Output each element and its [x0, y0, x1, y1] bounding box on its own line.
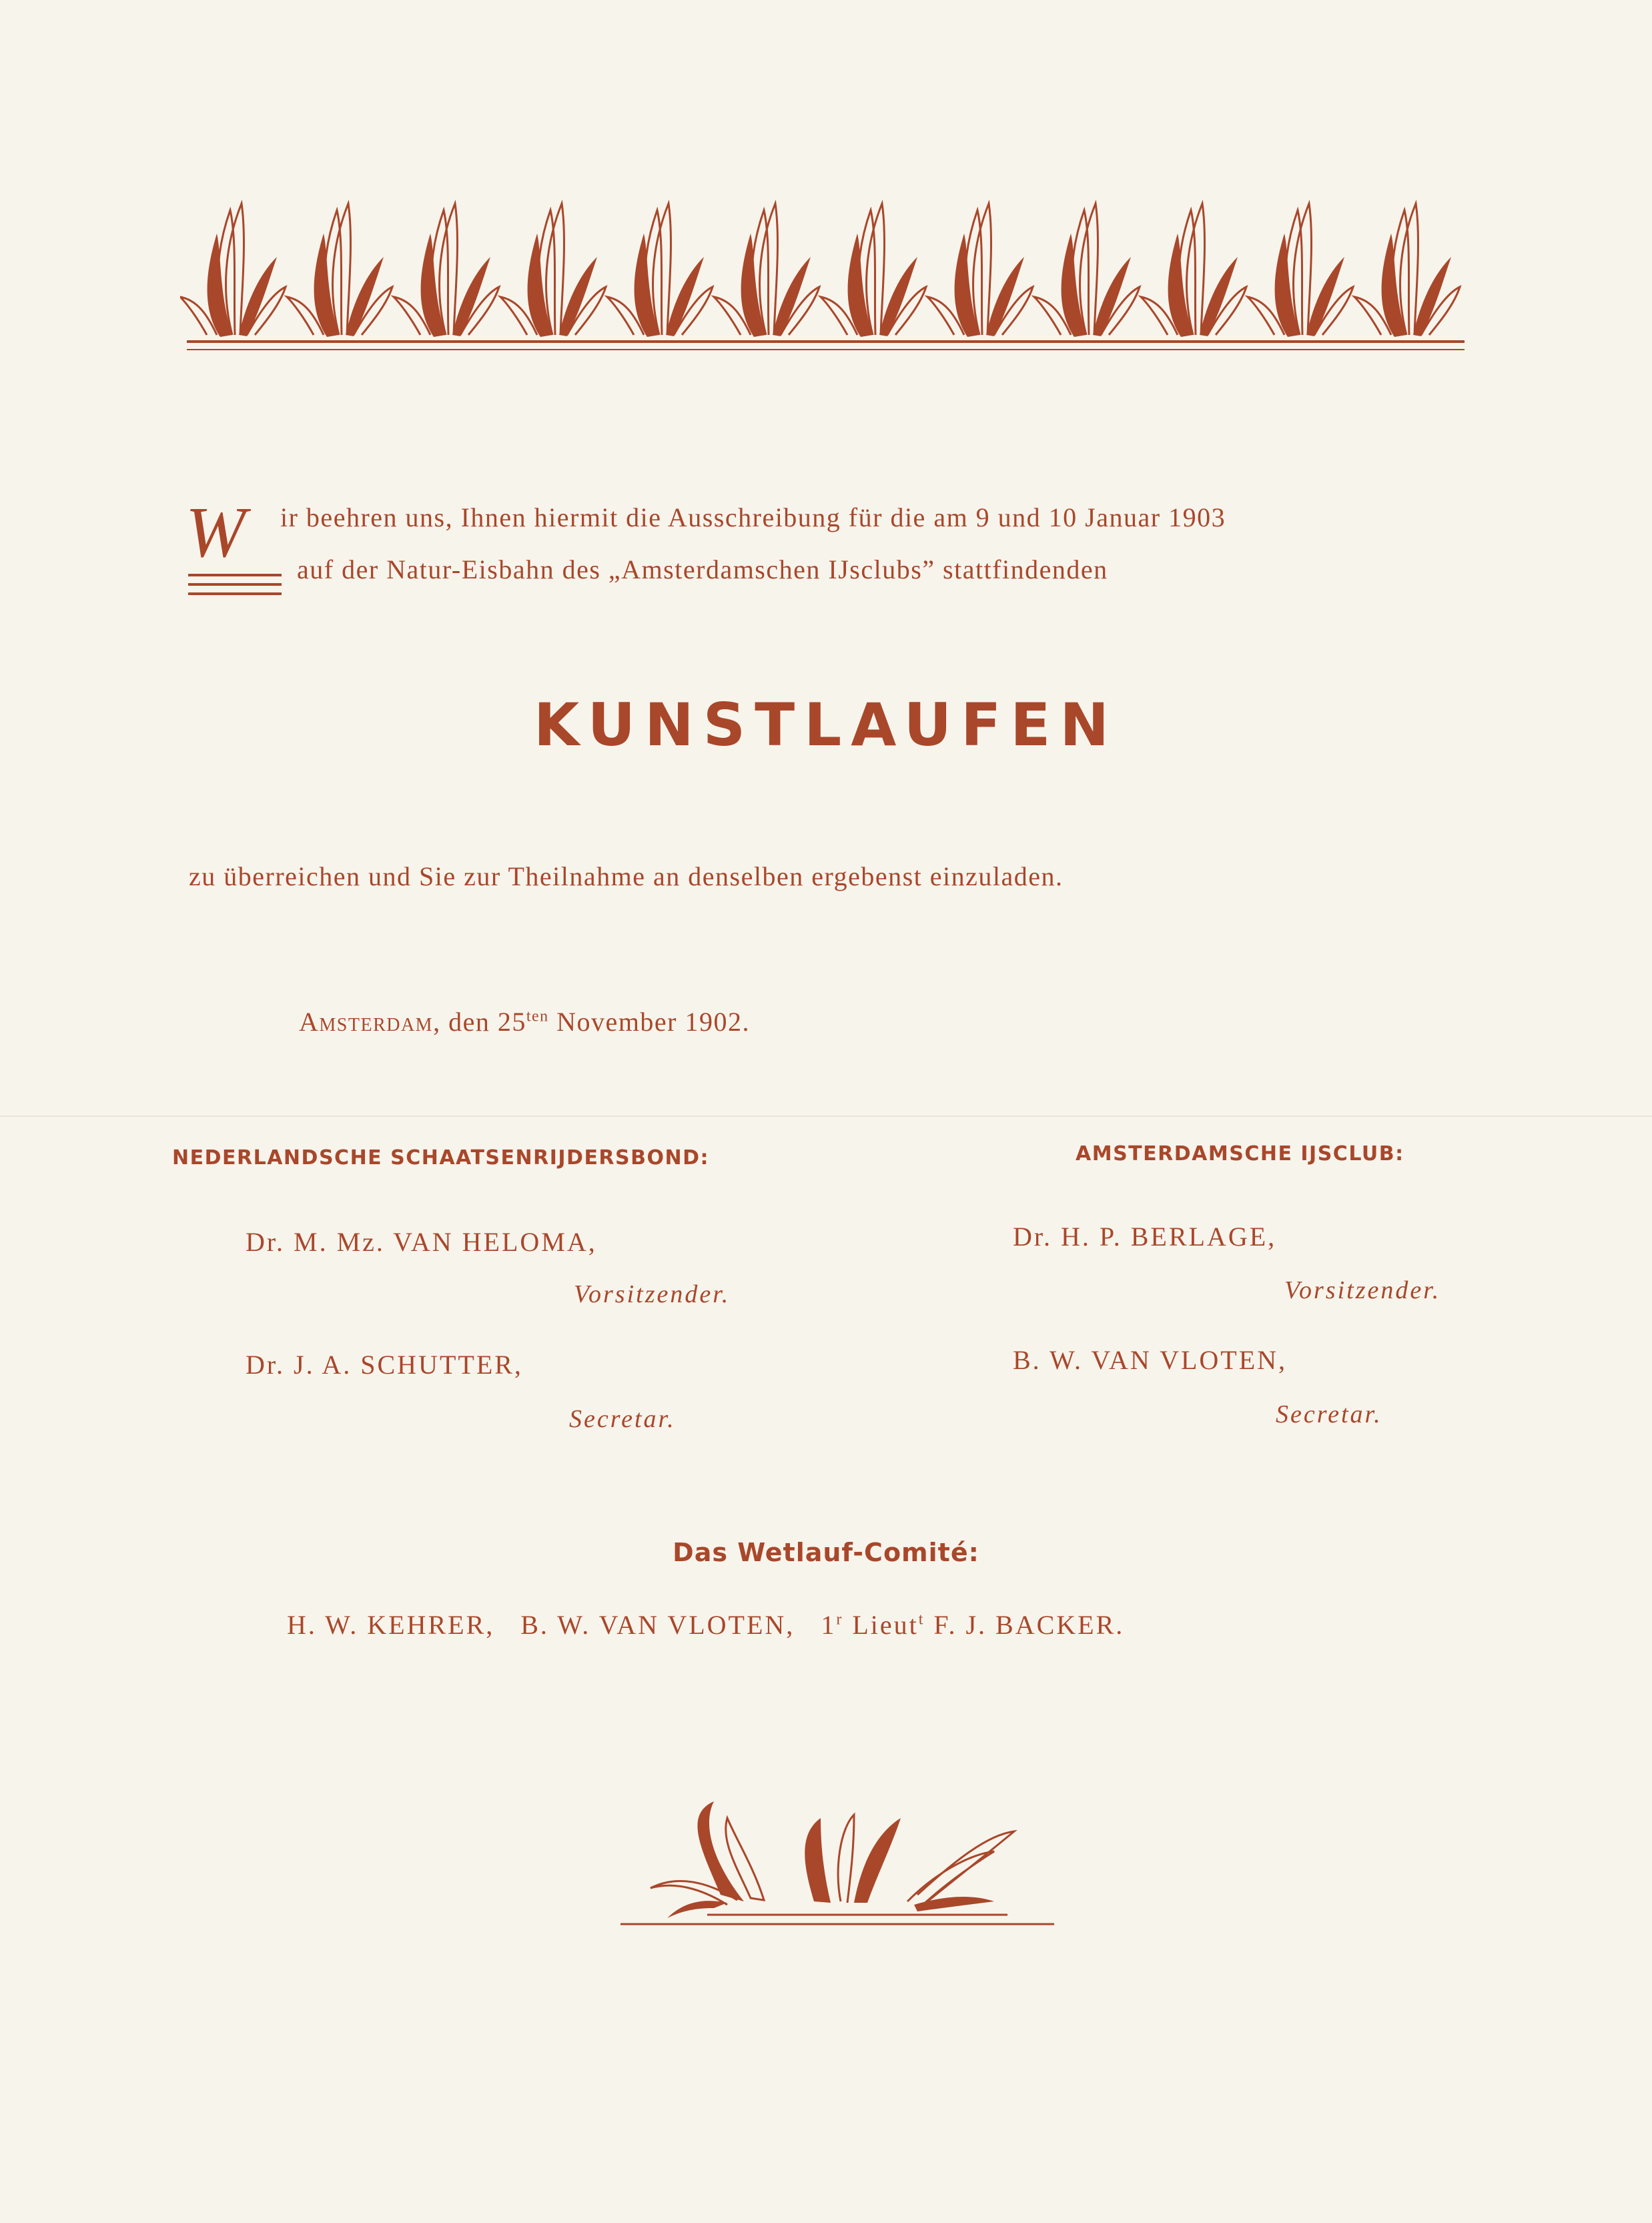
dateline-rest: November 1902. [556, 1007, 750, 1037]
right-org-heading: AMSTERDAMSCHE IJSCLUB: [1076, 1142, 1404, 1166]
left-org-role-2: Secretar. [569, 1405, 676, 1433]
dateline-suffix: ten [526, 1007, 549, 1025]
right-org-role-1: Vorsitzender. [1284, 1276, 1441, 1304]
intro-line-2: auf der Natur-Eisbahn des „Amsterdamschen IJsclubs” stattfindenden [297, 554, 1108, 584]
right-org-person-2: B. W. VAN VLOTEN, [1013, 1345, 1288, 1375]
leaf-tuft-ornament-icon [621, 1788, 1074, 1941]
dateline-den: den 25 [448, 1007, 526, 1037]
invitation-line: zu überreichen und Sie zur Theilnahme an denselben ergebenst einzuladen. [189, 861, 1064, 891]
leaf-frieze-ornament-icon [180, 193, 1475, 357]
right-org-role-2: Secretar. [1276, 1400, 1382, 1428]
committee-member-3: 1$^r$ Lieut$^t$ F. J. BACKER. [821, 1610, 1125, 1640]
committee-member-2: B. W. VAN VLOTEN, [520, 1610, 795, 1640]
dateline-place: Amsterdam, [299, 1007, 441, 1037]
dateline [299, 1006, 750, 1037]
left-org-role-1: Vorsitzender. [574, 1280, 731, 1308]
drop-cap-rule [188, 583, 282, 586]
paper-fold-line [0, 1116, 1652, 1117]
drop-cap-rule [188, 592, 282, 595]
right-org-person-1: Dr. H. P. BERLAGE, [1013, 1222, 1277, 1252]
intro-line-1: ir beehren uns, Ihnen hiermit die Ausschreibung für die am 9 und 10 Januar 1903 [280, 502, 1226, 532]
drop-cap-letter: W [185, 493, 240, 572]
drop-cap-rule [188, 574, 282, 576]
document-title: KUNSTLAUFEN [534, 691, 1118, 759]
committee-members [287, 1609, 1124, 1641]
left-org-person-2: Dr. J. A. SCHUTTER, [246, 1350, 523, 1380]
left-org-person-1: Dr. M. Mz. VAN HELOMA, [246, 1227, 597, 1257]
left-org-heading: NEDERLANDSCHE SCHAATSENRIJDERSBOND: [172, 1146, 710, 1170]
committee-member-1: H. W. KEHRER, [287, 1610, 495, 1640]
committee-heading: Das Wetlauf-Comité: [673, 1538, 979, 1567]
